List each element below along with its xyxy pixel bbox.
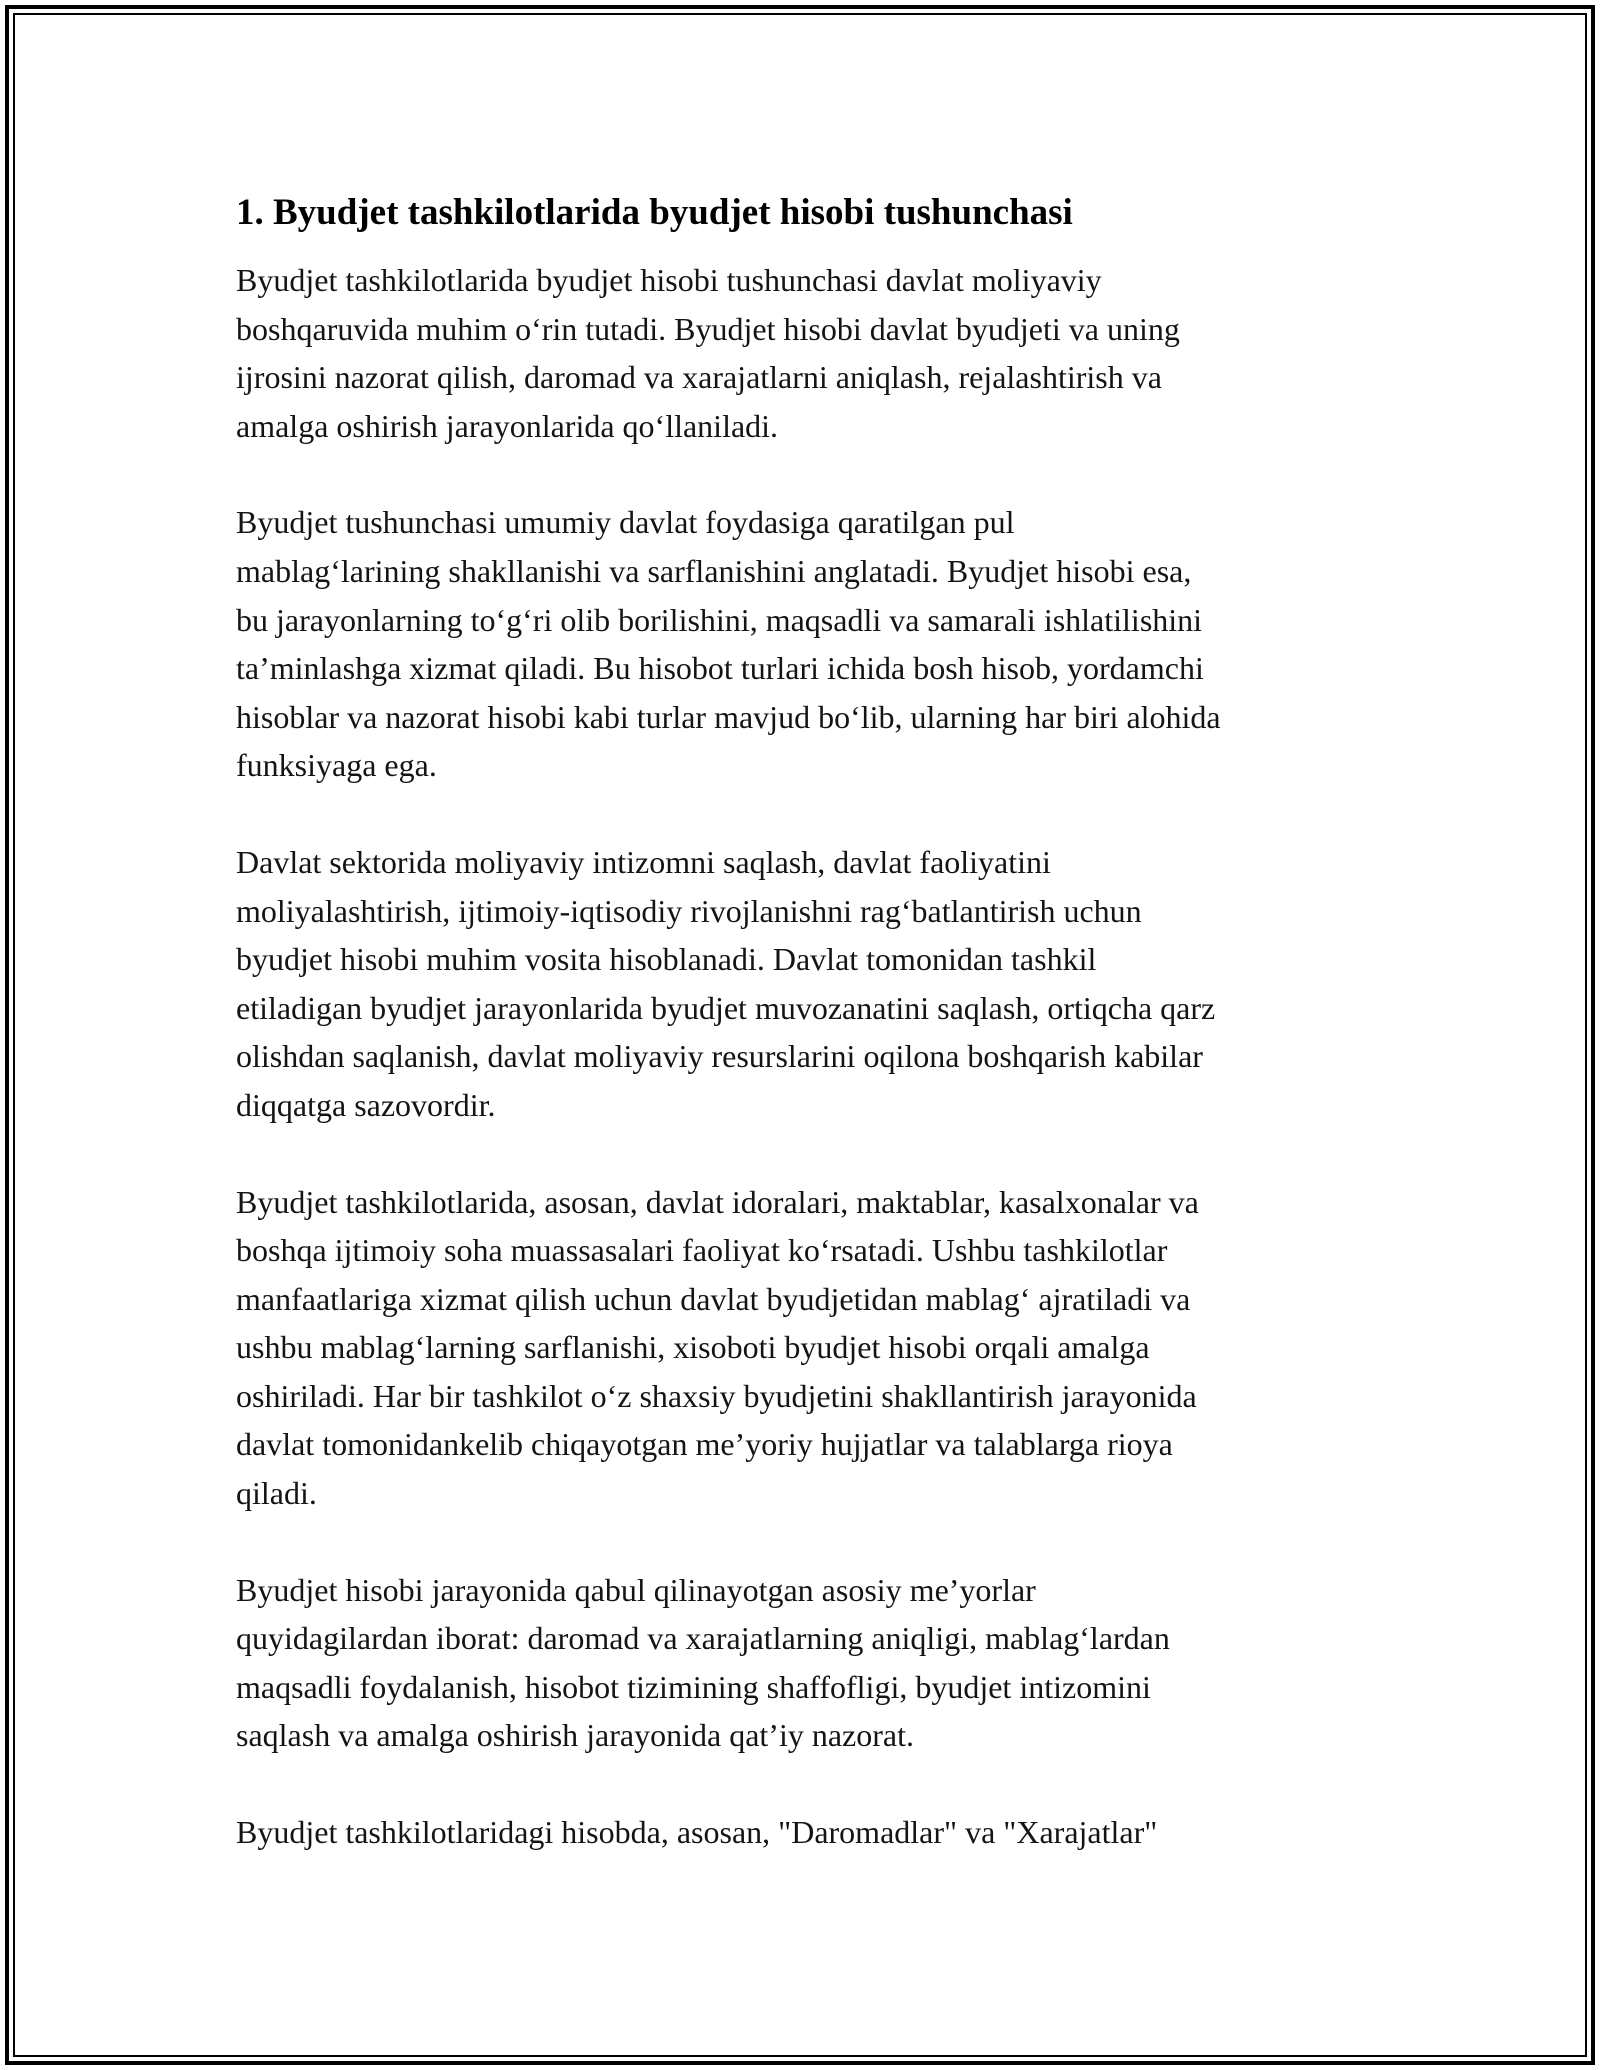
paragraph-line: Byudjet tashkilotlarida, asosan, davlat idoralari, maktablar, kasalxonalar va — [236, 1183, 1199, 1220]
paragraph-line: diqqatga sazovordir. — [236, 1086, 496, 1123]
paragraph-4 — [236, 1178, 1366, 1518]
paragraph-line: funksiyaga ega. — [236, 747, 437, 784]
paragraph-line: qiladi. — [236, 1475, 317, 1512]
paragraph-line: quyidagilardan iborat: daromad va xarajatlarning aniqligi, mablag‘lardan — [236, 1620, 1170, 1657]
paragraph-line: maqsadli foydalanish, hisobot tizimining shaffofligi, byudjet intizomini — [236, 1668, 1151, 1705]
paragraph-line: davlat tomonidankelib chiqayotgan me’yoriy hujjatlar va talablarga rioya — [236, 1426, 1173, 1463]
paragraph-line: olishdan saqlanish, davlat moliyaviy resurslarini oqilona boshqarish kabilar — [236, 1038, 1203, 1075]
paragraph-3 — [236, 838, 1366, 1130]
paragraph-line: hisoblar va nazorat hisobi kabi turlar mavjud bo‘lib, ularning har biri alohida — [236, 698, 1221, 735]
paragraph-line: boshqa ijtimoiy soha muassasalari faoliyat ko‘rsatadi. Ushbu tashkilotlar — [236, 1232, 1168, 1269]
paragraph-line: ijrosini nazorat qilish, daromad va xarajatlarni aniqlash, rejalashtirish va — [236, 359, 1162, 396]
paragraph-line: oshiriladi. Har bir tashkilot o‘z shaxsiy byudjetini shakllantirish jarayonida — [236, 1377, 1197, 1414]
paragraph-line: Byudjet tashkilotlarida byudjet hisobi tushunchasi davlat moliyaviy — [236, 262, 1102, 298]
paragraph-line: ta’minlashga xizmat qiladi. Bu hisobot turlari ichida bosh hisob, yordamchi — [236, 650, 1204, 687]
paragraph-line: mablag‘larining shakllanishi va sarflanishini anglatadi. Byudjet hisobi esa, — [236, 552, 1192, 589]
paragraph-5 — [236, 1566, 1366, 1760]
document-body — [236, 188, 1366, 1905]
paragraph-line: Davlat sektorida moliyaviy intizomni saqlash, davlat faoliyatini — [236, 843, 1051, 880]
paragraph-line: bu jarayonlarning to‘g‘ri olib borilishini, maqsadli va samarali ishlatilishini — [236, 601, 1203, 638]
paragraph-line: saqlash va amalga oshirish jarayonida qat’iy nazorat. — [236, 1717, 914, 1754]
paragraph-line: Byudjet hisobi jarayonida qabul qilinayotgan asosiy me’yorlar — [236, 1571, 1036, 1608]
section-heading: 1. Byudjet tashkilotlarida byudjet hisobi tushunchasi — [236, 192, 1073, 233]
paragraph-line: Byudjet tashkilotlaridagi hisobda, asosan, "Daromadlar" va "Xarajatlar" — [236, 1814, 1158, 1851]
paragraph-line: byudjet hisobi muhim vosita hisoblanadi. Davlat tomonidan tashkil — [236, 941, 1097, 978]
paragraph-line: Byudjet tushunchasi umumiy davlat foydasiga qaratilgan pul — [236, 504, 1015, 541]
paragraph-line: manfaatlariga xizmat qilish uchun davlat byudjetidan mablag‘ ajratiladi va — [236, 1280, 1191, 1317]
paragraph-line: moliyalashtirish, ijtimoiy-iqtisodiy rivojlanishni rag‘batlantirish uchun — [236, 892, 1142, 929]
paragraph-6 — [236, 1808, 1366, 1857]
paragraph-line: amalga oshirish jarayonlarida qo‘llaniladi. — [236, 407, 779, 444]
paragraph-2 — [236, 498, 1366, 790]
paragraph-1 — [236, 256, 1366, 450]
paragraph-line: ushbu mablag‘larning sarflanishi, xisoboti byudjet hisobi orqali amalga — [236, 1329, 1150, 1366]
paragraph-line: etiladigan byudjet jarayonlarida byudjet muvozanatini saqlash, ortiqcha qarz — [236, 989, 1216, 1026]
paragraph-line: boshqaruvida muhim o‘rin tutadi. Byudjet hisobi davlat byudjeti va uning — [236, 310, 1180, 347]
